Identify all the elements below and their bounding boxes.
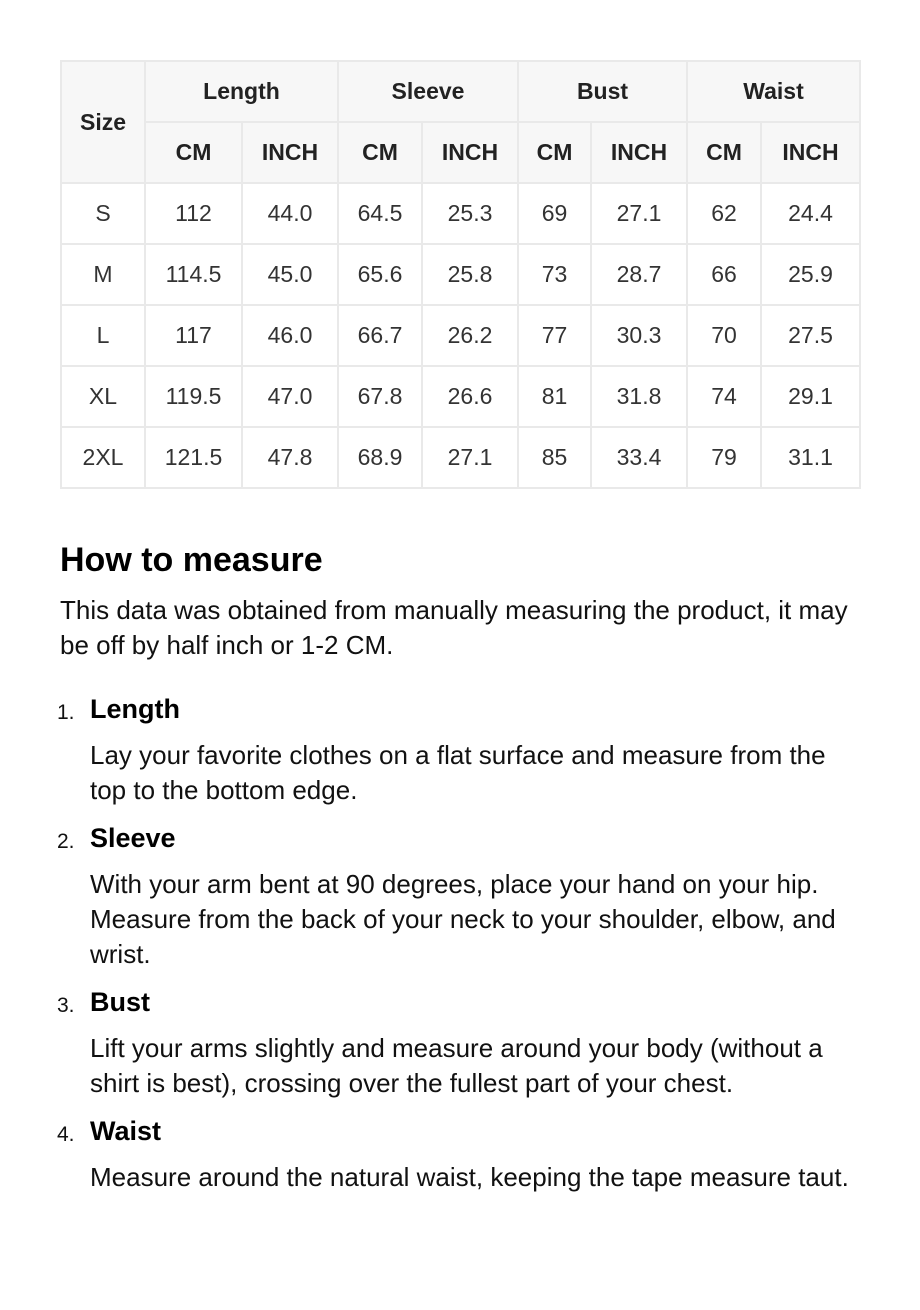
table-cell: 47.8 xyxy=(242,427,338,488)
table-cell: 64.5 xyxy=(338,183,422,244)
table-cell: 46.0 xyxy=(242,305,338,366)
table-cell: 44.0 xyxy=(242,183,338,244)
sleeve-group-header: Sleeve xyxy=(338,61,518,122)
step-title: Length xyxy=(90,694,180,724)
table-cell: 66 xyxy=(687,244,761,305)
table-row xyxy=(61,183,860,244)
table-cell: 45.0 xyxy=(242,244,338,305)
table-cell: 26.2 xyxy=(422,305,518,366)
table-cell: 67.8 xyxy=(338,366,422,427)
table-cell: 31.1 xyxy=(761,427,860,488)
table-cell: 68.9 xyxy=(338,427,422,488)
step-number: 1. xyxy=(57,701,75,724)
table-cell: 66.7 xyxy=(338,305,422,366)
step-description: Lift your arms slightly and measure around your body (without a shirt is best), crossing over the fullest part of your chest. xyxy=(90,1033,823,1098)
step-length xyxy=(57,693,865,808)
waist-group-header: Waist xyxy=(687,61,860,122)
unit-header: CM xyxy=(687,122,761,183)
step-bust xyxy=(57,986,865,1101)
table-row xyxy=(61,366,860,427)
table-cell: 29.1 xyxy=(761,366,860,427)
table-cell: 62 xyxy=(687,183,761,244)
table-cell: 74 xyxy=(687,366,761,427)
step-description: With your arm bent at 90 degrees, place your hand on your hip. Measure from the back of your neck to your shoulder, elbow, and wrist. xyxy=(90,869,836,969)
bust-group-header: Bust xyxy=(518,61,687,122)
table-cell: 73 xyxy=(518,244,591,305)
header-group-row xyxy=(61,61,860,122)
table-body xyxy=(61,183,860,488)
table-cell: 25.9 xyxy=(761,244,860,305)
table-cell: 117 xyxy=(145,305,242,366)
table-cell: 27.1 xyxy=(422,427,518,488)
step-description: Measure around the natural waist, keeping the tape measure taut. xyxy=(90,1162,849,1192)
size-cell: XL xyxy=(61,366,145,427)
unit-header: CM xyxy=(518,122,591,183)
length-group-header: Length xyxy=(145,61,338,122)
table-row xyxy=(61,244,860,305)
table-row xyxy=(61,427,860,488)
unit-header: CM xyxy=(145,122,242,183)
size-cell: L xyxy=(61,305,145,366)
table-cell: 30.3 xyxy=(591,305,687,366)
table-cell: 119.5 xyxy=(145,366,242,427)
table-cell: 112 xyxy=(145,183,242,244)
table-cell: 121.5 xyxy=(145,427,242,488)
unit-header: INCH xyxy=(242,122,338,183)
step-number: 4. xyxy=(57,1123,75,1146)
step-title: Bust xyxy=(90,987,150,1017)
table-cell: 70 xyxy=(687,305,761,366)
measure-steps-list xyxy=(57,693,865,1195)
table-cell: 33.4 xyxy=(591,427,687,488)
table-cell: 26.6 xyxy=(422,366,518,427)
size-cell: 2XL xyxy=(61,427,145,488)
table-header xyxy=(61,61,860,183)
step-number: 3. xyxy=(57,994,75,1017)
size-chart-table xyxy=(60,60,861,489)
size-column-header: Size xyxy=(61,61,145,183)
step-title: Waist xyxy=(90,1116,162,1146)
table-cell: 28.7 xyxy=(591,244,687,305)
table-cell: 81 xyxy=(518,366,591,427)
step-title: Sleeve xyxy=(90,823,176,853)
step-description: Lay your favorite clothes on a flat surface and measure from the top to the bottom edge. xyxy=(90,740,826,805)
table-cell: 47.0 xyxy=(242,366,338,427)
table-cell: 24.4 xyxy=(761,183,860,244)
step-sleeve xyxy=(57,822,865,972)
guide-intro: This data was obtained from manually measuring the product, it may be off by half inch or 1-2 CM. xyxy=(60,595,848,660)
table-cell: 79 xyxy=(687,427,761,488)
unit-header: INCH xyxy=(761,122,860,183)
table-cell: 25.8 xyxy=(422,244,518,305)
unit-header: CM xyxy=(338,122,422,183)
guide-title: How to measure xyxy=(60,541,323,579)
size-cell: S xyxy=(61,183,145,244)
table-row xyxy=(61,305,860,366)
table-cell: 31.8 xyxy=(591,366,687,427)
size-cell: M xyxy=(61,244,145,305)
unit-header: INCH xyxy=(591,122,687,183)
header-unit-row xyxy=(61,122,860,183)
measure-guide xyxy=(57,537,865,1209)
table-cell: 69 xyxy=(518,183,591,244)
step-number: 2. xyxy=(57,830,75,853)
table-cell: 77 xyxy=(518,305,591,366)
table-cell: 27.5 xyxy=(761,305,860,366)
table-cell: 25.3 xyxy=(422,183,518,244)
table-cell: 27.1 xyxy=(591,183,687,244)
step-waist xyxy=(57,1115,865,1195)
table-cell: 85 xyxy=(518,427,591,488)
unit-header: INCH xyxy=(422,122,518,183)
table-cell: 65.6 xyxy=(338,244,422,305)
table-cell: 114.5 xyxy=(145,244,242,305)
